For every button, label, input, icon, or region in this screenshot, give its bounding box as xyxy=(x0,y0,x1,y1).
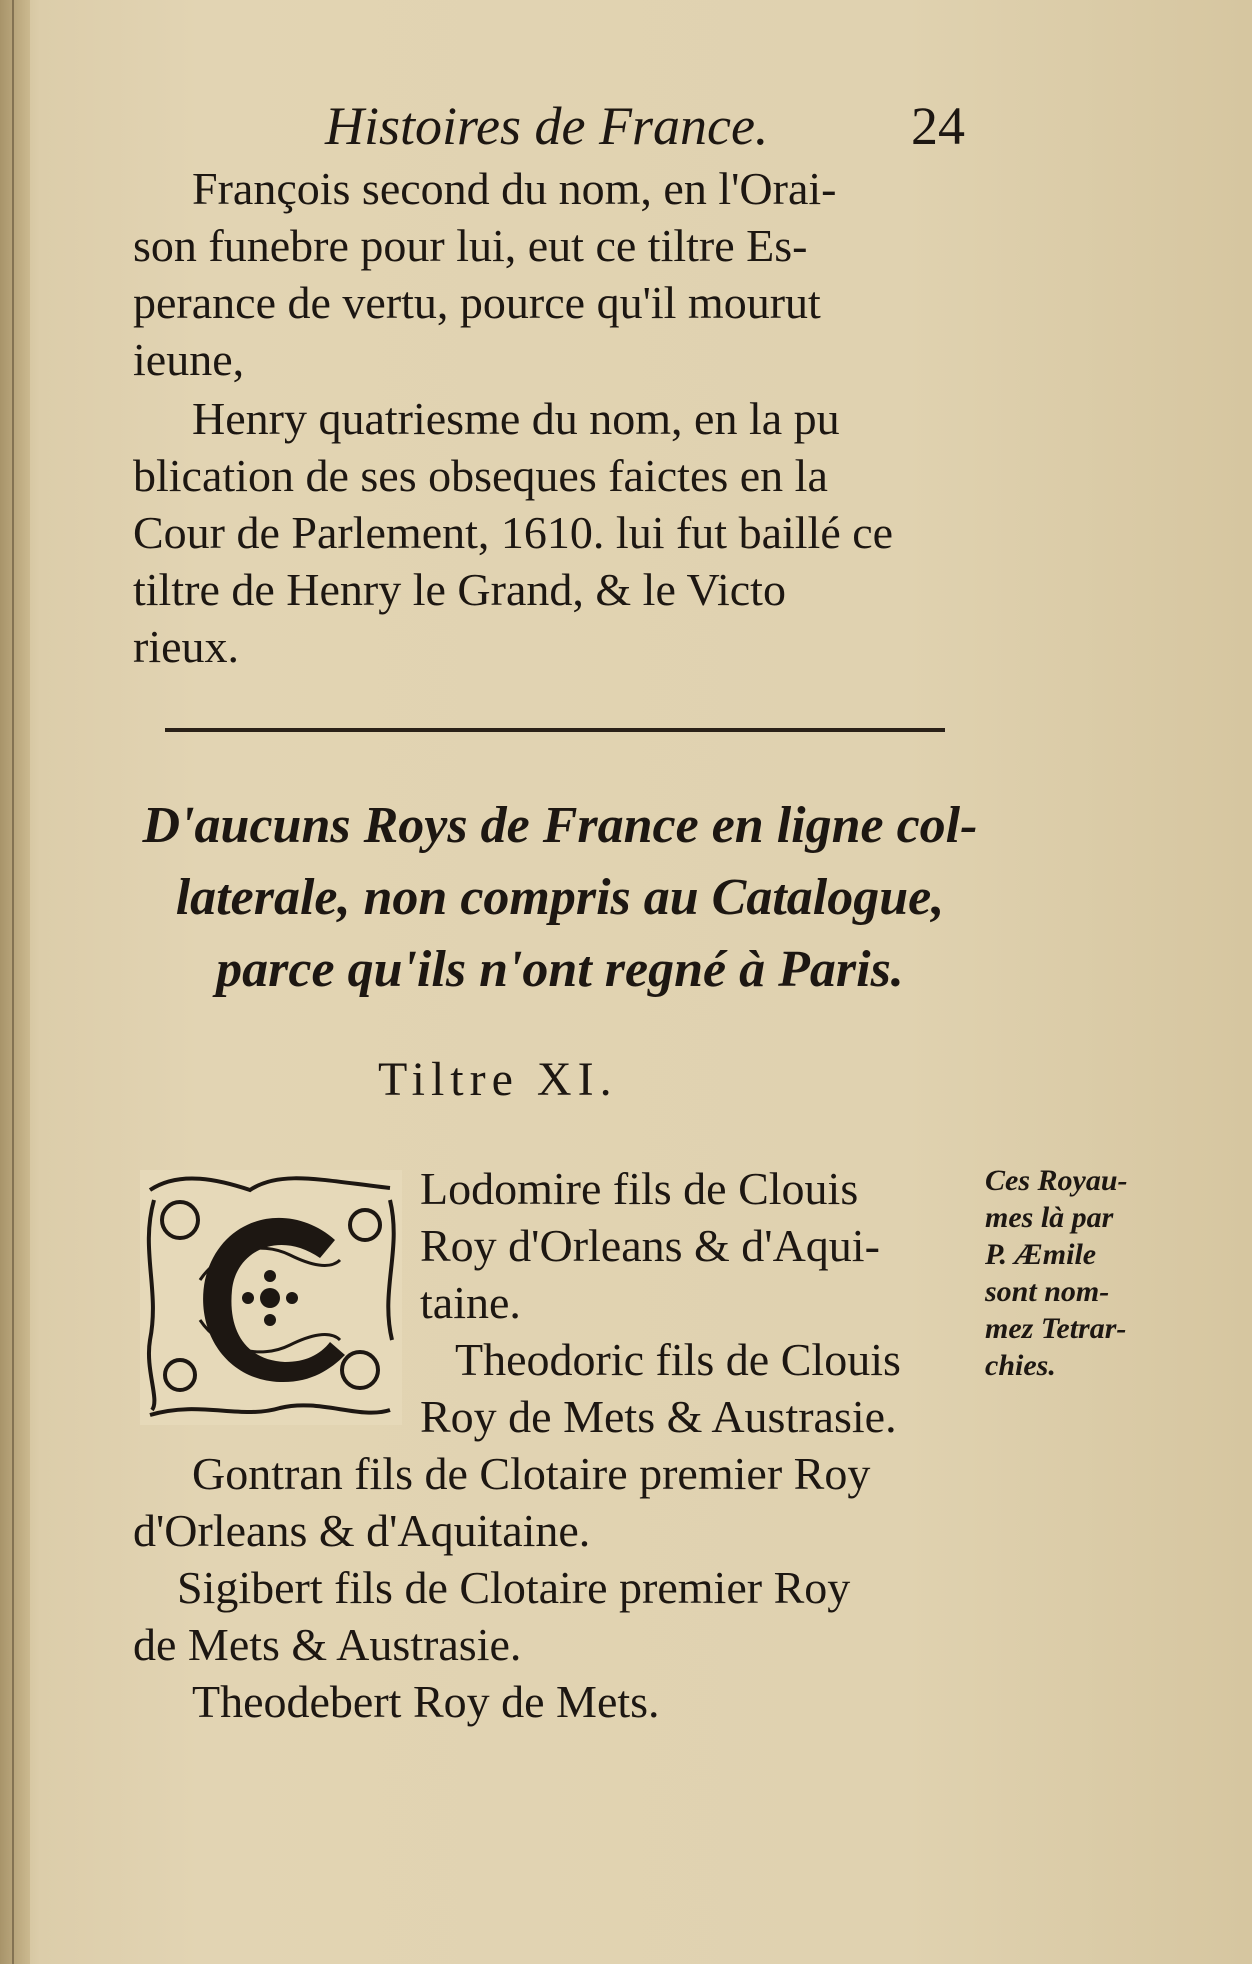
margin-note-line: sont nom- xyxy=(985,1275,1110,1308)
entry-line: d'Orleans & d'Aquitaine. xyxy=(133,1505,591,1556)
text-line: blication de ses obseques faictes en la xyxy=(133,450,828,501)
entry-line: Sigibert fils de Clotaire premier Roy xyxy=(177,1562,851,1613)
decorated-initial-c-icon xyxy=(140,1170,402,1425)
heading-line: laterale, non compris au Catalogue, xyxy=(175,869,945,926)
margin-note-line: mez Tetrar- xyxy=(985,1312,1127,1345)
margin-note xyxy=(985,1162,1185,1384)
margin-note-line: chies. xyxy=(985,1349,1056,1382)
page-number: 24 xyxy=(911,96,965,156)
section-divider-rule xyxy=(165,728,945,732)
running-head-title: Histoires de France. xyxy=(325,96,769,156)
margin-note-line: P. Æmile xyxy=(985,1238,1097,1271)
text-line: Cour de Parlement, 1610. lui fut baillé ce xyxy=(133,507,894,558)
margin-note-line: Ces Royau- xyxy=(985,1164,1128,1197)
text-line: perance de vertu, pource qu'il mourut xyxy=(133,277,821,328)
entry-line: Lodomire fils de Clouis xyxy=(420,1163,859,1214)
text-line: rieux. xyxy=(133,621,240,672)
running-head xyxy=(325,95,965,165)
text-line: son funebre pour lui, eut ce tiltre Es- xyxy=(133,220,808,271)
section-heading xyxy=(130,790,990,1006)
page-gutter-edge xyxy=(0,0,30,1964)
entry-line: Gontran fils de Clotaire premier Roy xyxy=(192,1448,871,1499)
entry-line: Theodoric fils de Clouis xyxy=(455,1334,901,1385)
text-line: Henry quatriesme du nom, en la pu xyxy=(192,393,840,444)
heading-line: D'aucuns Roys de France en ligne col- xyxy=(142,797,978,854)
entry-line: de Mets & Austrasie. xyxy=(133,1619,522,1670)
entry-line: taine. xyxy=(420,1277,521,1328)
text-line: tiltre de Henry le Grand, & le Victo xyxy=(133,564,786,615)
text-line: François second du nom, en l'Orai- xyxy=(192,163,837,214)
gutter-line xyxy=(12,0,14,1964)
entry-line: Theodebert Roy de Mets. xyxy=(192,1676,660,1727)
text-line: ieune, xyxy=(133,334,245,385)
entry-line: Roy de Mets & Austrasie. xyxy=(420,1391,897,1442)
title-number: Tiltre XI. xyxy=(378,1053,618,1106)
entry-line: Roy d'Orleans & d'Aqui- xyxy=(420,1220,880,1271)
margin-note-line: mes là par xyxy=(985,1201,1114,1234)
heading-line: parce qu'ils n'ont regné à Paris. xyxy=(216,941,904,998)
